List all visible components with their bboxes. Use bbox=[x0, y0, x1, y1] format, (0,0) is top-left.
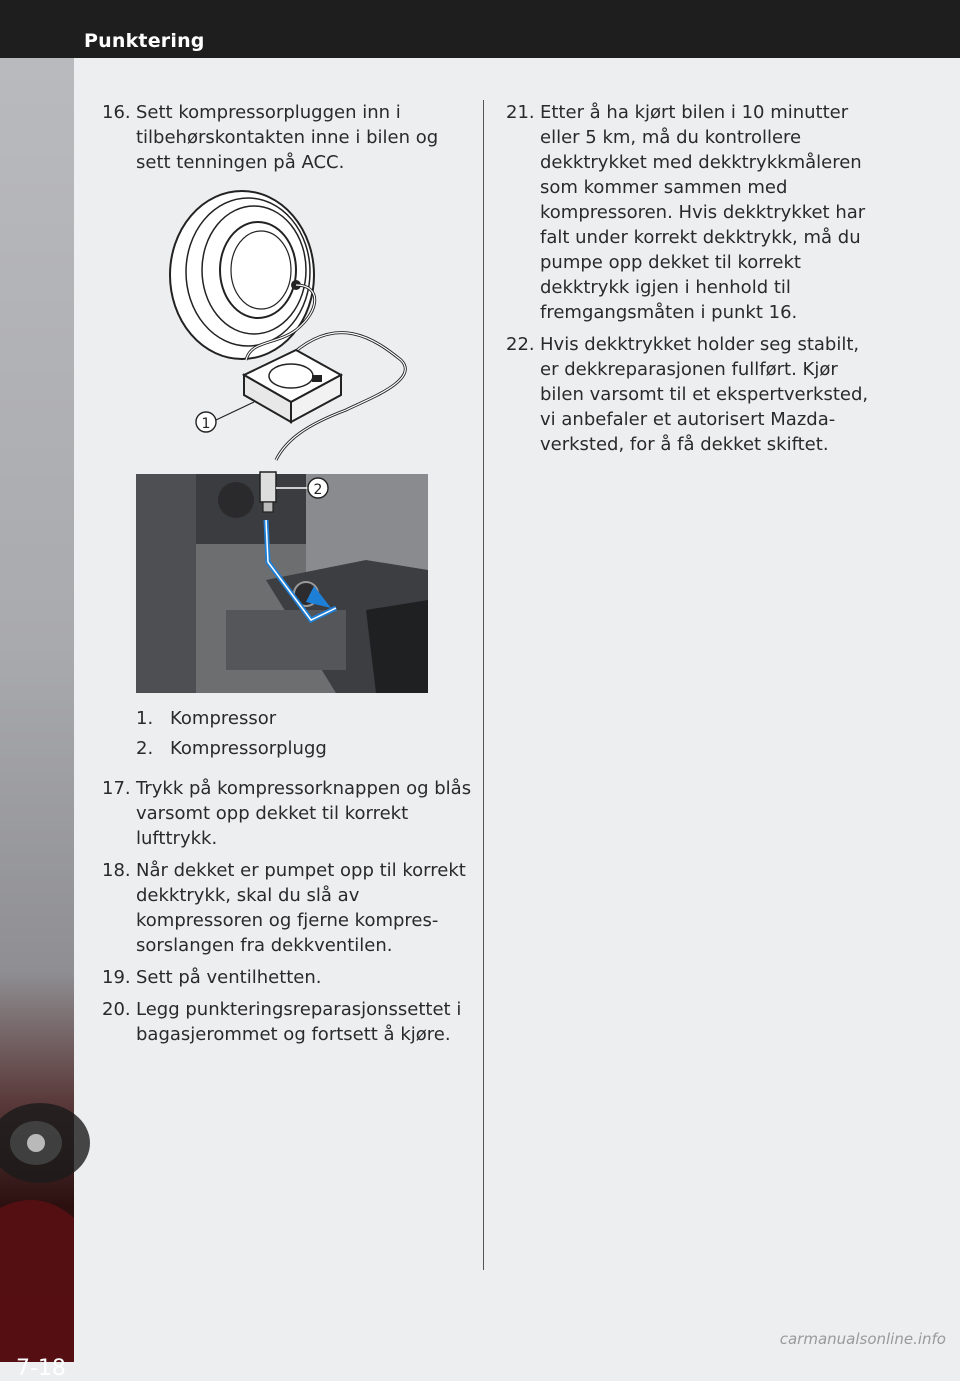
compressor-illustration bbox=[244, 350, 341, 422]
step-16 bbox=[102, 100, 472, 175]
step-text: Sett kompressorpluggen inn i tilbehørskontakten inne i bilen og sett tenningen på ACC. bbox=[136, 102, 439, 173]
step-text: Hvis dekktrykket holder seg stabilt, er dekkreparasjonen fullført. Kjør bilen varsomt til et ekspertverksted, vi anbefaler et autorisert Mazda-verksted, for å få dekket skiftet. bbox=[540, 334, 869, 455]
console-photo bbox=[136, 474, 428, 693]
step-text: Trykk på kompressorknappen og blås varsomt opp dekket til korrekt lufttrykk. bbox=[136, 778, 472, 849]
step-text: Sett på ventilhetten. bbox=[136, 967, 322, 988]
watermark-text: carmanualsonline.info bbox=[779, 1330, 946, 1348]
page-number: 7-18 bbox=[16, 1356, 66, 1381]
step-text: Legg punkteringsreparasjonssettet i bagasjerommet og fortsett å kjøre. bbox=[136, 999, 462, 1045]
legend-item bbox=[136, 704, 466, 734]
step-20 bbox=[102, 997, 472, 1047]
sidebar-decoration bbox=[0, 58, 74, 1381]
column-divider bbox=[483, 100, 484, 1270]
section-title: Punktering bbox=[84, 30, 205, 52]
step-number: 17. bbox=[102, 778, 131, 799]
step-22 bbox=[506, 332, 876, 457]
step-number: 20. bbox=[102, 999, 131, 1020]
step-21 bbox=[506, 100, 876, 325]
legend-item bbox=[136, 734, 466, 764]
callout-1: 1 bbox=[201, 416, 211, 432]
compressor-figure bbox=[136, 190, 436, 695]
step-text: Når dekket er pumpet opp til korrekt dekktrykk, skal du slå av kompressoren og fjerne kompressorslangen fra dekkventilen. bbox=[136, 860, 466, 956]
step-number: 19. bbox=[102, 967, 131, 988]
legend-number: 2. bbox=[136, 738, 154, 759]
step-17 bbox=[102, 776, 472, 851]
step-19 bbox=[102, 965, 472, 990]
left-column-lower-steps bbox=[102, 776, 472, 1054]
step-number: 18. bbox=[102, 860, 131, 881]
step-18 bbox=[102, 858, 472, 958]
step-number: 21. bbox=[506, 102, 535, 123]
step-text: Etter å ha kjørt bilen i 10 minutter eller 5 km, må du kontrollere dekktrykket med dekktrykkmåleren som kommer sammen med kompressoren. Hvis dekktrykket har falt under korrekt dekktrykk, må du pumpe opp dekket til korrekt dekktrykk igjen i henhold til fremgangsmåten i punkt 16. bbox=[540, 102, 866, 323]
headlight-image bbox=[0, 58, 74, 1362]
legend-label: Kompressorplugg bbox=[170, 738, 327, 759]
legend-number: 1. bbox=[136, 708, 154, 729]
step-number: 16. bbox=[102, 102, 131, 123]
callout-2: 2 bbox=[313, 482, 323, 498]
step-number: 22. bbox=[506, 334, 535, 355]
header-bar bbox=[0, 0, 960, 58]
right-column bbox=[506, 100, 876, 464]
left-column bbox=[102, 100, 472, 182]
figure-legend bbox=[136, 704, 466, 764]
legend-label: Kompressor bbox=[170, 708, 277, 729]
